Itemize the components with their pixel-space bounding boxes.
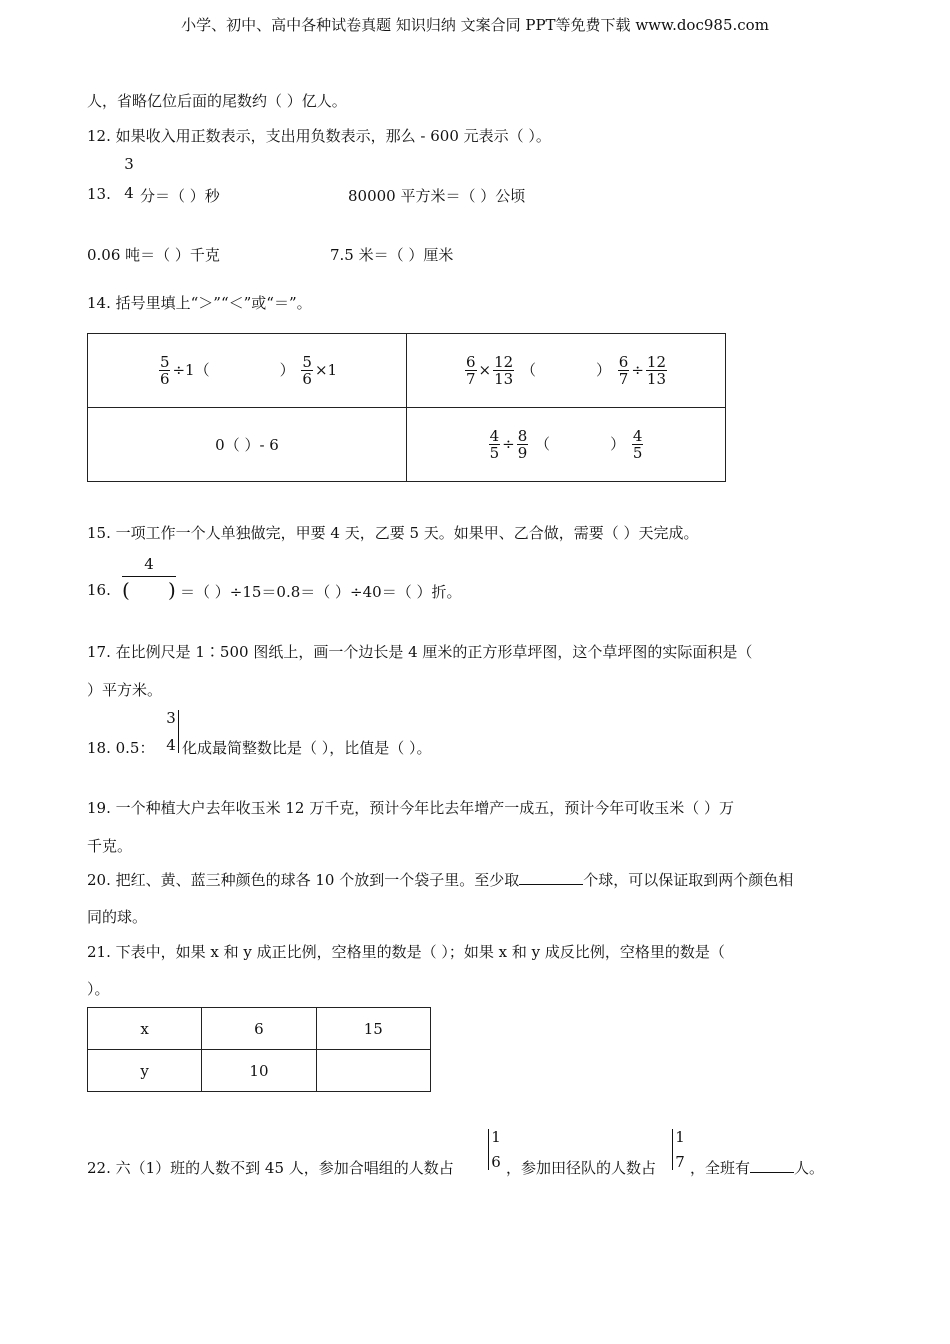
q21-cell-x-1: 6 xyxy=(202,1008,316,1050)
q19-line2: 千克。 xyxy=(87,837,133,855)
q13-number: 13. xyxy=(87,185,111,203)
q16-paren-left: ( xyxy=(122,578,130,602)
q13-line2b: 7.5 米＝（ ）厘米 xyxy=(330,246,454,264)
q22-fraction-2: 1 7 xyxy=(672,1129,687,1170)
q18-fraction: 3 4 xyxy=(164,710,179,753)
q15: 15. 一项工作一个人单独做完，甲要 4 天，乙要 5 天。如果甲、乙合做，需要（ ）天完成。 xyxy=(87,524,699,542)
q22-blank[interactable] xyxy=(750,1172,794,1173)
q14-cell-1: $\frac{5}{6}$ ÷1（ ） $\frac{5}{6}$ ×1 xyxy=(88,334,407,408)
q18-pre: 18. 0.5： xyxy=(87,739,155,757)
q21-cell-x-2: 15 xyxy=(316,1008,430,1050)
q13-line2a: 0.06 吨＝（ ）千克 xyxy=(87,246,220,264)
q16-number: 16. xyxy=(87,581,111,599)
q13-part2: 80000 平方米＝（ ）公顷 xyxy=(348,187,526,205)
q22-post: ，全班有 人。 xyxy=(690,1159,825,1177)
q16-fraction-num: 4 xyxy=(144,555,154,573)
q19-line1: 19. 一个种植大户去年收玉米 12 万千克，预计今年比去年增产一成五，预计今年可收玉米（ ）万 xyxy=(87,799,735,817)
q16-fraction-bar xyxy=(122,576,176,577)
q20-blank[interactable] xyxy=(519,884,583,885)
q17-line1: 17. 在比例尺是 1∶500 图纸上，画一个边长是 4 厘米的正方形草坪图，这个草坪图的实际面积是（ xyxy=(87,643,753,661)
q13-part1: 分＝（ ）秒 xyxy=(140,187,220,205)
q14-cell-3: 0（ ）- 6 xyxy=(88,408,407,482)
q14-cell-4: $\frac{4}{5}$ ÷ $\frac{8}{9}$ （ ） $\frac{4}{5}$ xyxy=(407,408,726,482)
q21-table xyxy=(87,1007,431,1092)
q17-line2: ）平方米。 xyxy=(87,681,163,699)
q21-cell-y-label: y xyxy=(88,1050,202,1092)
q20-line1: 20. 把红、黄、蓝三种颜色的球各 10 个放到一个袋子里。至少取 个球，可以保证取到两个颜色相 xyxy=(87,871,794,889)
q21-cell-y-2[interactable] xyxy=(316,1050,430,1092)
q22-fraction-1: 1 6 xyxy=(488,1129,503,1170)
q11-tail: 人，省略亿位后面的尾数约（ ）亿人。 xyxy=(87,92,347,110)
page-header: 小学、初中、高中各种试卷真题 知识归纳 文案合同 PPT等免费下载 www.doc985.com xyxy=(181,16,769,34)
q12: 12. 如果收入用正数表示，支出用负数表示，那么 - 600 元表示（ ）。 xyxy=(87,127,551,145)
q13-fraction: 3 4 xyxy=(124,155,134,202)
q14-cell-2: $\frac{6}{7}$ × $\frac{12}{13}$ （ ） $\frac{6}{7}$ ÷ $\frac{12}{13}$ xyxy=(407,334,726,408)
q21-line1: 21. 下表中，如果 x 和 y 成正比例，空格里的数是（ ）；如果 x 和 y 成反比例，空格里的数是（ xyxy=(87,943,725,961)
q20-line2: 同的球。 xyxy=(87,908,148,926)
q18-post: 化成最简整数比是（ ），比值是（ ）。 xyxy=(182,739,432,757)
q14-comparison-table xyxy=(87,333,726,482)
q22-mid: ，参加田径队的人数占 xyxy=(506,1159,657,1177)
q21-line2: ）。 xyxy=(87,980,110,998)
q22-pre: 22. 六（1）班的人数不到 45 人，参加合唱组的人数占 xyxy=(87,1159,454,1177)
q16-rest: ＝（ ）÷15＝0.8＝（ ）÷40＝（ ）折。 xyxy=(180,583,462,601)
q21-cell-y-1: 10 xyxy=(202,1050,316,1092)
q14-label: 14. 括号里填上“＞”“＜”或“＝”。 xyxy=(87,294,312,312)
q16-paren-right: ) xyxy=(168,578,176,602)
q21-cell-x-label: x xyxy=(88,1008,202,1050)
